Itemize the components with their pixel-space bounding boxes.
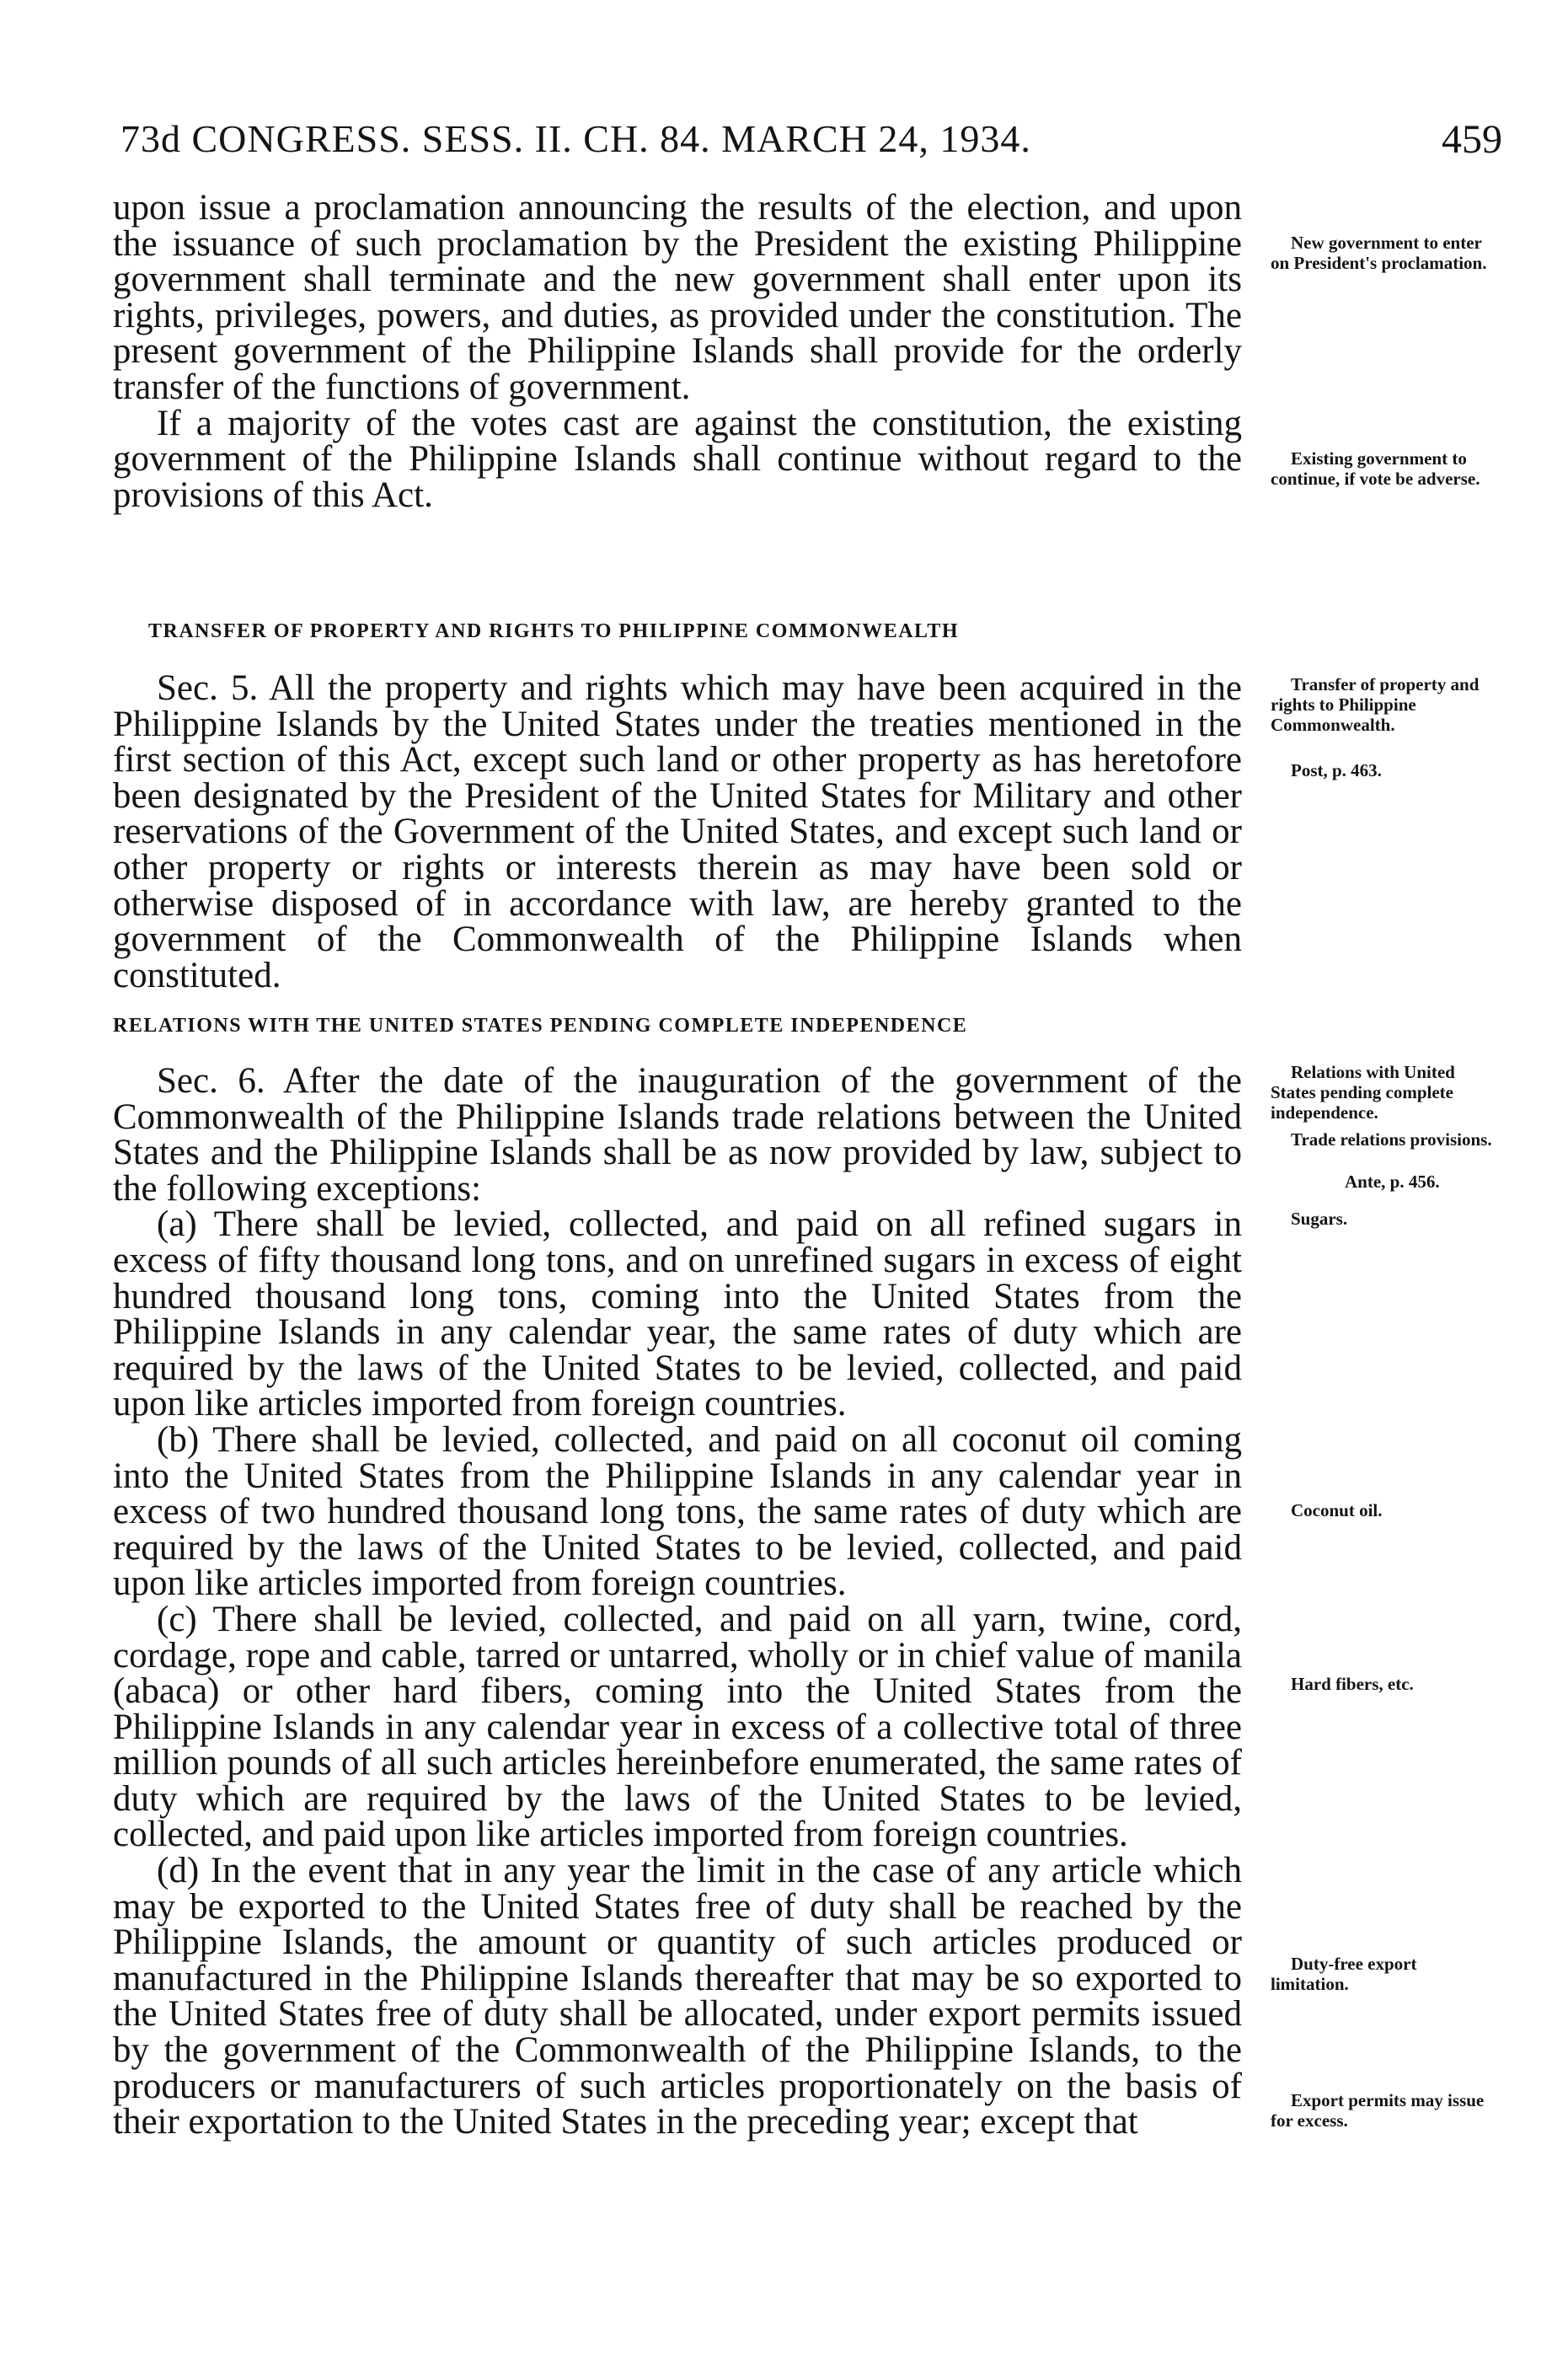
paragraph-c-hard-fibers: (c) There shall be levied, collected, and paid on all yarn, twine, cord, cordage, rope and cable, tarred or untarred, wholly or in chief value of manila (abaca) or other hard fibers, coming into the United States from the Philippine Islands in any calendar year in excess of a collective total of three million pounds of all such articles hereinbefore enumerated, the same rates of duty which are required by the laws of the United States to be levied, collected, and paid upon like articles imported from foreign countries. (113, 1599, 1242, 1855)
section-5 (113, 668, 1242, 995)
sec6-intro (113, 1061, 1242, 1209)
opening-paragraphs (113, 190, 1242, 513)
running-head: 73d CONGRESS. SESS. II. CH. 84. MARCH 24, 1934. (120, 117, 1031, 160)
margin-note-relations: Relations with United States pending complete independence. (1271, 1062, 1455, 1123)
paragraph-proclamation: upon issue a proclamation announcing the results of the election, and upon the issuance of such proclamation by the President the existing Philippine government shall terminate and the new government shall enter upon its rights, privileges, powers, and duties, as provided under the constitution. The present government of the Philippine Islands shall provide for the orderly transfer of the functions of government. (113, 188, 1242, 407)
margin-note-sugars: Sugars. (1291, 1209, 1348, 1229)
margin-note-existing-government: Existing government to continue, if vote be adverse. (1271, 448, 1480, 489)
margin-note-coconut-oil: Coconut oil. (1291, 1500, 1383, 1520)
margin-note-trade-relations: Trade relations provisions. (1291, 1129, 1492, 1150)
margin-note-transfer: Transfer of property and rights to Philippine Commonwealth. (1271, 674, 1480, 735)
page-number: 459 (1442, 117, 1502, 162)
sec6-label: Sec. 6. (157, 1061, 265, 1101)
paragraph-b-coconut-oil: (b) There shall be levied, collected, and paid on all coconut oil coming into the United States from the Philippine Islands in any calendar year in excess of two hundred thousand long tons, the same rates of duty which are required by the laws of the United States to be levied, collected, and paid upon like articles imported from foreign countries. (113, 1419, 1242, 1604)
running-header (120, 116, 1502, 184)
paragraph-a-sugars: (a) There shall be levied, collected, and paid on all refined sugars in excess of fifty thousand long tons, and on unrefined sugars in excess of eight hundred thousand long tons, coming into the United States from the Philippine Islands in any calendar year, the same rates of duty which are required by the laws of the United States to be levied, collected, and paid upon like articles imported from foreign countries. (113, 1204, 1242, 1424)
margin-note-export-permits: Export permits may issue for excess. (1271, 2090, 1485, 2131)
section-heading-transfer: TRANSFER OF PROPERTY AND RIGHTS TO PHILIPPINE COMMONWEALTH (148, 620, 960, 642)
margin-note-duty-free: Duty-free export limitation. (1271, 1954, 1417, 1994)
section-heading-relations: RELATIONS WITH THE UNITED STATES PENDING COMPLETE INDEPENDENCE (113, 1015, 968, 1037)
margin-note-post-ref: Post, p. 463. (1291, 760, 1382, 780)
margin-note-new-government: New government to enter on President's proclamation. (1271, 233, 1487, 273)
sec5-label: Sec. 5. (157, 668, 259, 708)
margin-note-hard-fibers: Hard fibers, etc. (1291, 1674, 1414, 1694)
sec5-paragraph (113, 668, 1242, 995)
margin-note-ante-ref: Ante, p. 456. (1345, 1172, 1440, 1192)
paragraph-d-duty-free: (d) In the event that in any year the limit in the case of any article which may be exported to the United States free of duty shall be reached by the Philippine Islands, the amount or quantity of such articles produced or manufactured in the Philippine Islands thereafter that may be so exported to the United States free of duty shall be allocated, under export permits issued by the government of the Commonwealth of the Philippine Islands, to the producers or manufacturers of such articles proportionately on the basis of their exportation to the United States in the preceding year; except that (113, 1851, 1242, 2142)
section-6 (113, 1061, 1242, 2142)
sec5-text: All the property and rights which may have been acquired in the Philippine Islands by the United States under the treaties mentioned in the first section of this Act, except such land or other property as has heretofore been designated by the President of the United States for Military and other reservations of the Government of the United States, and except such land or other property or rights or interests therein as may have been sold or otherwise disposed of in accordance with law, are hereby granted to the government of the Commonwealth of the Philippine Islands when constituted. (113, 668, 1242, 995)
paragraph-majority-against: If a majority of the votes cast are against the constitution, the existing government of the Philippine Islands shall continue without regard to the provisions of this Act. (113, 403, 1242, 515)
sec6-text: After the date of the inauguration of the government of the Commonwealth of the Philippine Islands trade relations between the United States and the Philippine Islands shall be as now provided by law, subject to the following exceptions: (113, 1061, 1242, 1209)
